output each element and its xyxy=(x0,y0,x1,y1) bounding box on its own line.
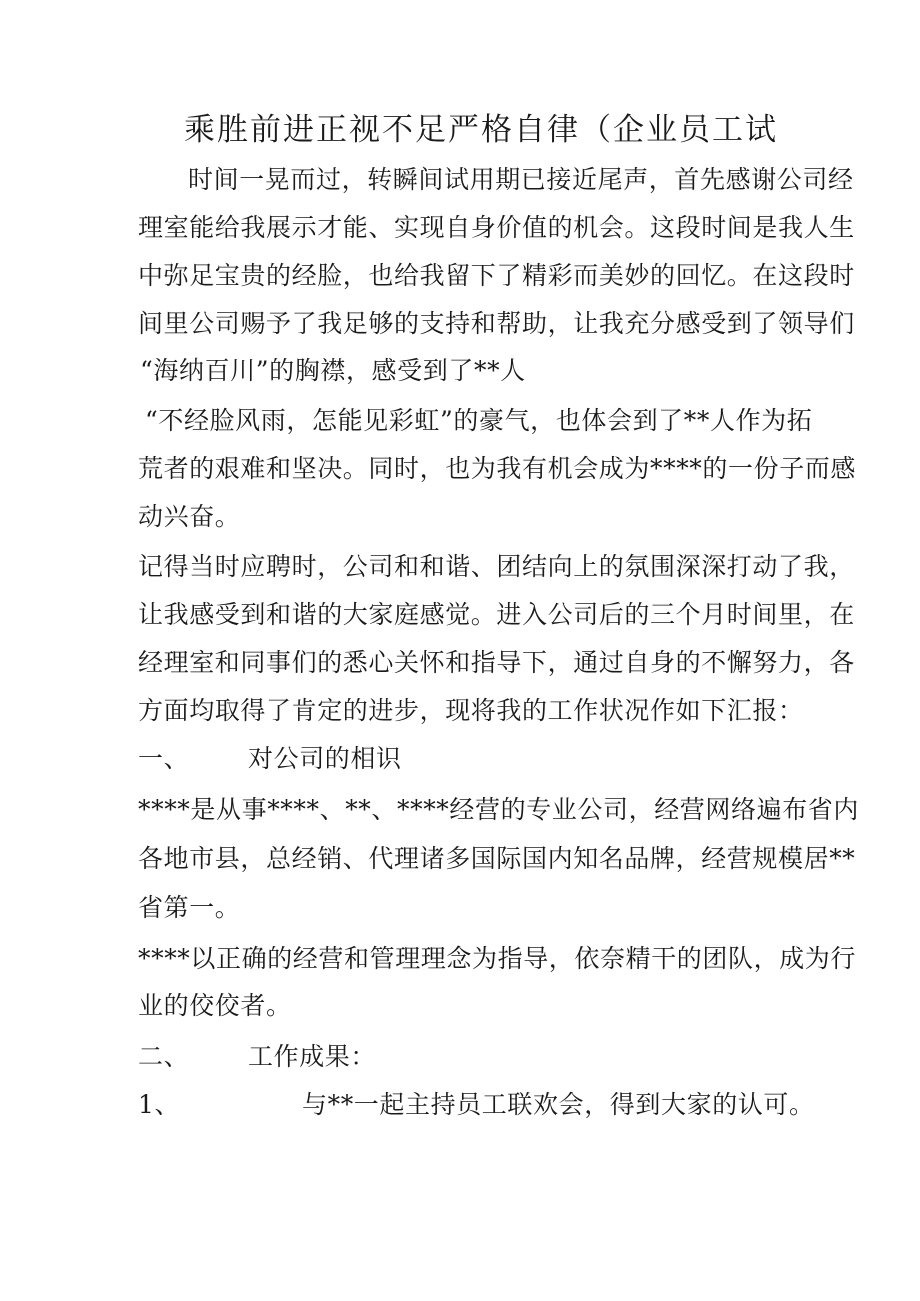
paragraph-line: 让我感受到和谐的大家庭感觉。进入公司后的三个月时间里，在 xyxy=(138,600,855,629)
list-item-number: 1、 xyxy=(138,1090,181,1119)
paragraph-line: ****以正确的经营和管理理念为指导，依奈精干的团队，成为行 xyxy=(138,944,857,973)
document-title: 乘胜前进正视不足严格自律（企业员工试 xyxy=(184,112,778,148)
paragraph-line: 时间一晃而过，转瞬间试用期已接近尾声，首先感谢公司经 xyxy=(188,165,854,194)
list-item xyxy=(138,1087,815,1123)
section-number: 二、 xyxy=(138,1042,190,1071)
paragraph-line: 动兴奋。 xyxy=(138,502,241,531)
paragraph-line: ****是从事****、**、****经营的专业公司，经营网络遍布省内 xyxy=(138,795,860,824)
paragraph-line: 理室能给我展示才能、实现自身价值的机会。这段时间是我人生 xyxy=(138,213,855,242)
paragraph-line: 业的佼佼者。 xyxy=(138,991,292,1020)
paragraph-line: 经理室和同事们的悉心关怀和指导下，通过自身的不懈努力，各 xyxy=(138,648,855,677)
section-heading xyxy=(138,741,402,777)
paragraph-line: 中弥足宝贵的经脸，也给我留下了精彩而美妙的回忆。在这段时 xyxy=(138,261,855,290)
list-item-text: 与**一起主持员工联欢会，得到大家的认可。 xyxy=(302,1090,815,1119)
paragraph-line: “不经脸风雨，怎能见彩虹”的豪气，也体会到了**人作为拓 xyxy=(145,406,813,435)
paragraph-line: 各地市县，总经销、代理诸多国际国内知名品牌，经营规模居** xyxy=(138,844,856,873)
section-title: 对公司的相识 xyxy=(248,744,402,773)
section-heading xyxy=(138,1039,376,1075)
paragraph-line: 省第一。 xyxy=(138,893,241,922)
paragraph-line: 荒者的艰难和坚决。同时，也为我有机会成为****的一份子而感 xyxy=(138,454,857,483)
paragraph-line: “海纳百川”的胸襟，感受到了**人 xyxy=(140,356,526,385)
paragraph-line: 间里公司赐予了我足够的支持和帮助，让我充分感受到了领导们 xyxy=(138,309,855,338)
paragraph-line: 方面均取得了肯定的进步，现将我的工作状况作如下汇报： xyxy=(138,696,804,725)
section-title: 工作成果： xyxy=(248,1042,377,1071)
paragraph-line: 记得当时应聘时，公司和和谐、团结向上的氛围深深打动了我， xyxy=(138,552,855,581)
section-number: 一、 xyxy=(138,744,190,773)
